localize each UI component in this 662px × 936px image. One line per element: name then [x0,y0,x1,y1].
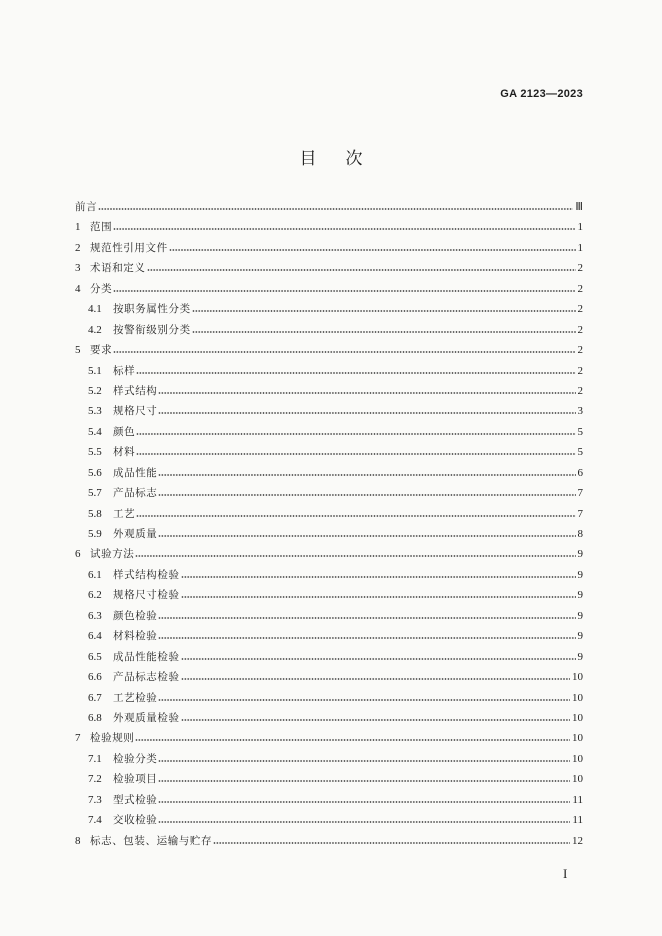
toc-entry-page: 9 [577,548,583,561]
toc-dot-leader [98,208,573,210]
toc-dot-leader [158,821,570,823]
toc-entry-page: 5 [577,425,583,438]
toc-entry [75,544,583,564]
toc-entry-number: 3 [75,262,81,275]
toc-entry [75,258,583,278]
toc-entry-title: 外观质量 [113,528,158,540]
toc-dot-leader [158,617,575,619]
toc-entry [75,340,583,360]
toc-entry-page: 2 [577,364,583,377]
toc-subentry [75,524,583,544]
toc-entry-title: 检验项目 [113,773,158,786]
toc-entry-page: 9 [577,630,583,643]
toc-entry-page: Ⅲ [575,201,583,213]
toc-entry-title: 成品性能检验 [113,650,180,663]
toc-subentry [75,626,583,646]
toc-entry-number: 6.2 [88,589,102,602]
toc-entry-title: 规格尺寸检验 [113,589,180,602]
toc-dot-leader [158,535,575,537]
toc-entry-title: 交收检验 [113,814,158,827]
toc-entry-number: 6.1 [88,568,102,581]
toc-entry-title: 术语和定义 [90,262,146,275]
toc-entry-page: 10 [572,732,583,745]
toc-entry-number: 4.1 [88,303,102,316]
toc-entry-title: 工艺检验 [113,691,158,704]
toc-subentry [75,606,583,626]
toc-entry-number: 5.9 [88,528,102,540]
toc-dot-leader [135,555,575,557]
toc-entry-page: 5 [577,446,583,459]
toc-entry-page: 9 [577,609,583,622]
toc-entry-number: 6.4 [88,630,102,643]
toc-dot-leader [113,351,575,353]
toc-entry-title: 按职务属性分类 [113,303,191,316]
toc-dot-leader [158,760,570,762]
toc-entry-title: 颜色 [113,425,136,438]
toc-entry-page: 2 [577,262,583,275]
toc-entry-page: 9 [577,568,583,581]
toc-entry-number: 5.1 [88,364,102,377]
toc-entry-page: 10 [572,773,583,786]
toc-entry-number: 4 [75,282,81,295]
toc-entry-title: 样式结构检验 [113,568,180,581]
toc-entry-number: 5.7 [88,487,102,500]
toc-entry-number: 5.5 [88,446,102,459]
toc-dot-leader [213,842,570,844]
toc-entry-title: 标样 [113,364,136,377]
toc-dot-leader [136,372,575,374]
toc-entry-title: 规范性引用文件 [90,241,168,254]
toc-entry-title: 材料 [113,446,136,459]
toc-entry-page: 7 [577,487,583,500]
toc-dot-leader [113,290,575,292]
toc-entry-page: 2 [577,323,583,336]
toc-entry-page: 2 [577,303,583,316]
toc-subentry [75,708,583,728]
toc-entry-title: 规格尺寸 [113,405,158,418]
toc-entry-page: 1 [577,241,583,254]
toc-entry-page: 10 [572,691,583,704]
toc-subentry [75,749,583,769]
toc-dot-leader [136,453,575,455]
toc-entry-page: 2 [577,344,583,357]
toc-entry-page: 11 [572,814,583,827]
toc-entry-number: 5 [75,344,81,357]
toc-subentry [75,401,583,421]
toc-entry-number: 8 [75,834,81,847]
document-code: GA 2123—2023 [500,88,583,100]
page-title: 目 次 [299,149,369,169]
toc-dot-leader [113,228,575,230]
toc-entry-page: 1 [577,221,583,234]
toc-entry-page: 11 [572,793,583,806]
toc-dot-leader [158,412,575,414]
toc-dot-leader [136,515,575,517]
toc-entry-title: 成品性能 [113,466,158,479]
toc-dot-leader [192,331,576,333]
toc-entry-page: 3 [577,405,583,418]
toc-entry-number: 4.2 [88,323,102,336]
toc-subentry [75,299,583,319]
toc-entry-title: 检验规则 [90,732,135,745]
toc-subentry [75,442,583,462]
toc-entry-page: 9 [577,589,583,602]
toc-dot-leader [169,249,576,251]
toc-entry-page: 10 [572,711,583,724]
toc-subentry [75,585,583,605]
toc-dot-leader [135,739,570,741]
toc-entry-number: 5.8 [88,507,102,520]
page-number: I [563,866,568,881]
toc-subentry [75,361,583,381]
toc-entry-page: 7 [577,507,583,520]
toc-entry [75,279,583,299]
toc-entry-title: 试验方法 [90,548,135,561]
table-of-contents [75,197,583,851]
toc-subentry [75,320,583,340]
toc-entry-title: 要求 [90,344,113,357]
toc-subentry [75,810,583,830]
toc-entry-number: 2 [75,241,81,254]
toc-entry-number: 1 [75,221,81,234]
toc-subentry [75,381,583,401]
toc-dot-leader [158,699,570,701]
toc-entry-title: 产品标志检验 [113,671,180,684]
toc-entry-number: 5.4 [88,425,102,438]
toc-entry-page: 8 [577,528,583,540]
toc-dot-leader [181,576,576,578]
toc-dot-leader [181,678,570,680]
toc-dot-leader [147,269,576,271]
toc-entry-title: 产品标志 [113,487,158,500]
toc-dot-leader [181,719,570,721]
toc-entry-title: 颜色检验 [113,609,158,622]
toc-subentry [75,667,583,687]
toc-entry-title: 样式结构 [113,384,158,397]
toc-entry-number: 6.8 [88,711,102,724]
toc-dot-leader [158,637,575,639]
toc-entry-number: 6.3 [88,609,102,622]
toc-entry-number: 5.6 [88,466,102,479]
toc-entry-page: 2 [577,384,583,397]
toc-subentry [75,688,583,708]
toc-entry-title: 标志、包装、运输与贮存 [90,834,213,847]
toc-entry-title: 分类 [90,282,113,295]
toc-subentry [75,790,583,810]
toc-dot-leader [158,801,570,803]
toc-subentry [75,647,583,667]
toc-entry-title: 按警衔级别分类 [113,323,191,336]
toc-entry-page: 9 [577,650,583,663]
toc-entry-number: 5.2 [88,384,102,397]
toc-entry-title: 外观质量检验 [113,711,180,724]
toc-entry-number: 7.1 [88,752,102,765]
toc-subentry [75,483,583,503]
toc-subentry [75,769,583,789]
toc-entry [75,728,583,748]
toc-entry-number: 6.7 [88,691,102,704]
toc-dot-leader [181,658,576,660]
toc-dot-leader [158,392,575,394]
toc-entry [75,217,583,237]
toc-entry-title: 型式检验 [113,793,158,806]
toc-dot-leader [158,780,570,782]
toc-entry-number: 7.2 [88,773,102,786]
toc-entry [75,197,583,217]
toc-entry-number: 7.4 [88,814,102,827]
toc-entry-number: 5.3 [88,405,102,418]
toc-entry-number: 6.6 [88,671,102,684]
toc-entry-title: 前言 [75,201,98,213]
toc-dot-leader [181,596,576,598]
toc-entry-page: 12 [572,834,583,847]
toc-entry-number: 7.3 [88,793,102,806]
toc-dot-leader [158,474,575,476]
toc-entry-title: 范围 [90,221,113,234]
toc-entry-page: 10 [572,671,583,684]
toc-entry-number: 7 [75,732,81,745]
toc-subentry [75,422,583,442]
toc-dot-leader [158,494,575,496]
toc-dot-leader [136,433,575,435]
toc-entry-page: 2 [577,282,583,295]
toc-entry-number: 6.5 [88,650,102,663]
toc-subentry [75,463,583,483]
toc-entry-title: 工艺 [113,507,136,520]
toc-subentry [75,565,583,585]
toc-entry [75,238,583,258]
toc-entry-title: 材料检验 [113,630,158,643]
toc-entry-number: 6 [75,548,81,561]
toc-subentry [75,504,583,524]
toc-entry-title: 检验分类 [113,752,158,765]
toc-entry-page: 10 [572,752,583,765]
toc-entry-page: 6 [577,466,583,479]
toc-dot-leader [192,310,576,312]
toc-entry [75,831,583,851]
